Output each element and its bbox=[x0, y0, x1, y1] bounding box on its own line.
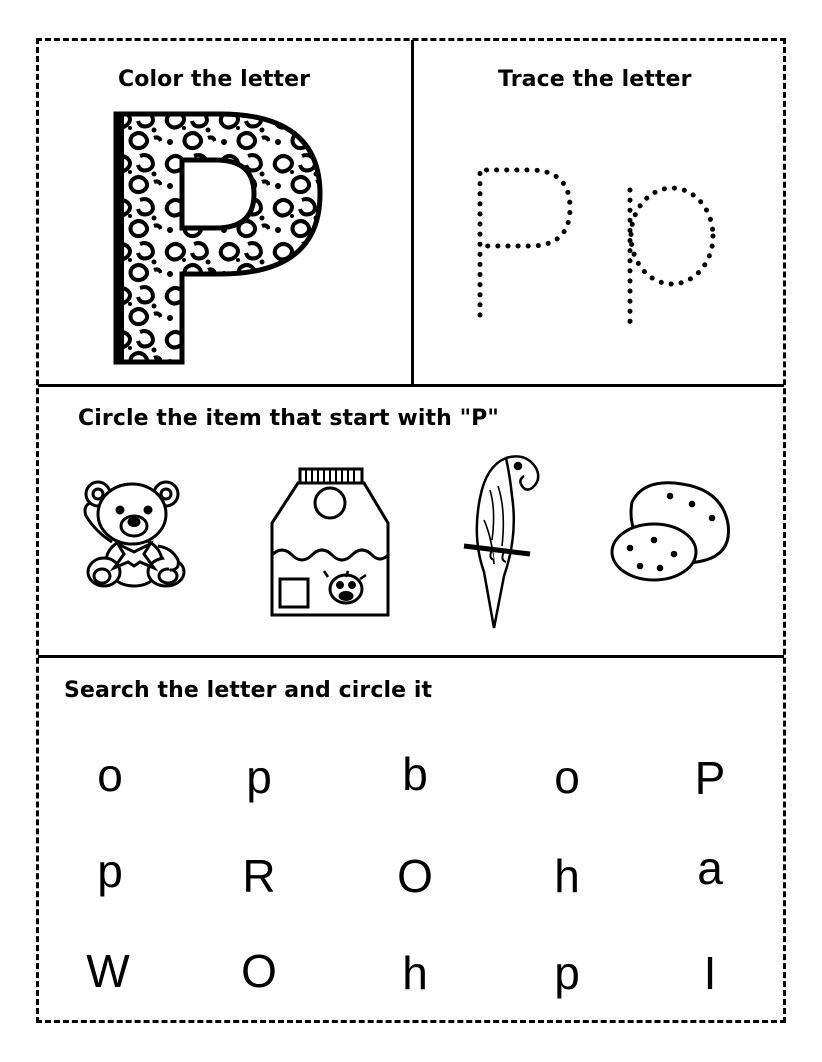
search-letter[interactable]: p bbox=[246, 751, 272, 803]
milk-carton-icon[interactable] bbox=[270, 465, 392, 619]
search-letter[interactable]: h bbox=[402, 947, 428, 999]
search-letter[interactable]: b bbox=[402, 748, 428, 800]
potato-icon[interactable] bbox=[608, 478, 732, 586]
divider-vertical bbox=[411, 40, 414, 387]
search-letter[interactable]: O bbox=[241, 945, 277, 997]
teddy-bear-icon[interactable] bbox=[78, 472, 190, 594]
search-letter[interactable]: o bbox=[97, 749, 123, 801]
dotted-lowercase-p-icon[interactable] bbox=[620, 178, 730, 328]
search-letter[interactable]: p bbox=[97, 845, 123, 897]
search-letter[interactable]: p bbox=[554, 947, 580, 999]
search-letter[interactable]: o bbox=[554, 751, 580, 803]
search-letter[interactable]: a bbox=[697, 842, 723, 894]
trace-section-title: Trace the letter bbox=[498, 67, 692, 92]
search-letter[interactable]: W bbox=[86, 945, 130, 997]
leopard-letter-p-icon[interactable] bbox=[108, 108, 328, 370]
search-section-title: Search the letter and circle it bbox=[64, 678, 433, 703]
divider-horizontal-2 bbox=[38, 655, 784, 658]
parrot-icon[interactable] bbox=[456, 450, 542, 632]
search-letter[interactable]: I bbox=[703, 947, 717, 999]
dotted-uppercase-p-icon[interactable] bbox=[470, 160, 580, 325]
search-letter[interactable]: R bbox=[242, 850, 276, 902]
color-section-title: Color the letter bbox=[118, 67, 311, 92]
search-letter[interactable]: h bbox=[554, 850, 580, 902]
search-letter[interactable]: P bbox=[694, 752, 726, 804]
circle-section-title: Circle the item that start with "P" bbox=[78, 406, 499, 431]
divider-horizontal-1 bbox=[38, 384, 784, 387]
search-letter[interactable]: O bbox=[397, 850, 433, 902]
